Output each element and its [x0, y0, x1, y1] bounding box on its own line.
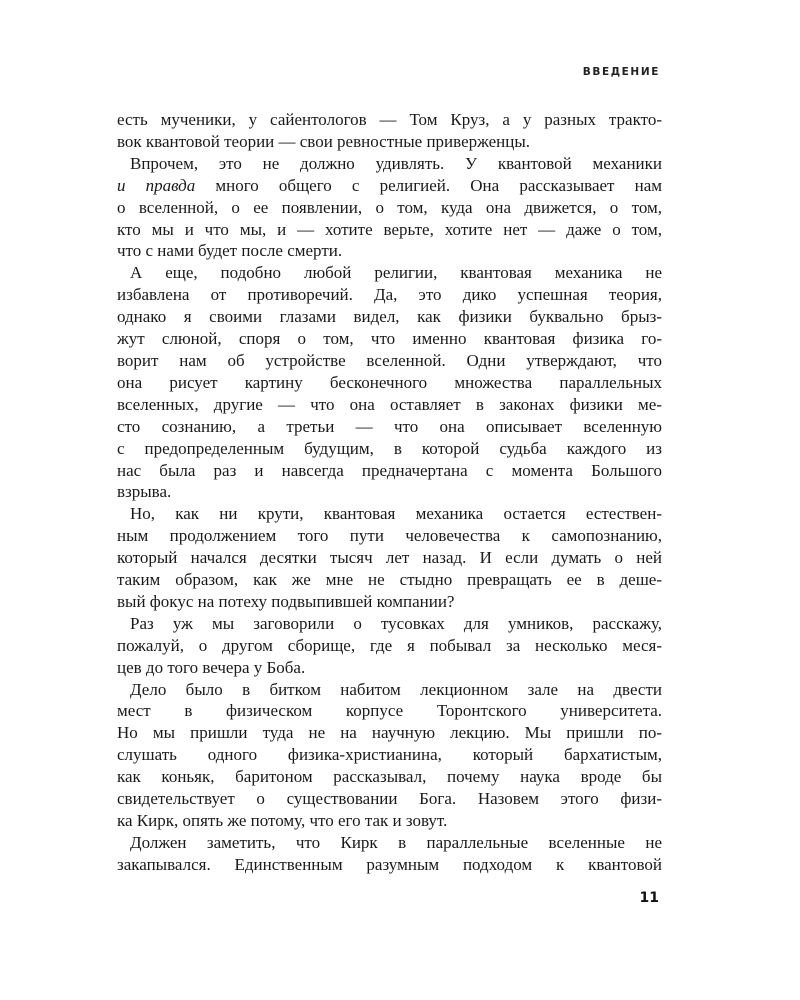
text-line: цев до того вечера у Боба.	[117, 657, 306, 677]
text-line: Должен заметить, что Кирк в параллельные вселенные не	[130, 832, 662, 852]
text-line: Раз уж мы заговорили о тусовках для умников, расскажу,	[130, 613, 662, 633]
text-fragment: много общего с религией. Она рассказывает нам	[195, 175, 662, 195]
text-line: вок квантовой теории — свои ревностные приверженцы.	[117, 131, 531, 151]
text-line	[117, 175, 662, 197]
text-line: пожалуй, о другом сборище, где я побывал за несколько меся-	[117, 635, 662, 655]
text-line: избавлена от противоречий. Да, это дико успешная теория,	[117, 285, 662, 305]
text-line: Но, как ни крути, квантовая механика остается естествен-	[130, 504, 662, 524]
text-line: таким образом, как же мне не стыдно превращать ее в деше-	[117, 570, 662, 590]
text-line: однако я своими глазами видел, как физики буквально брыз-	[117, 307, 662, 327]
text-line: есть мученики, у сайентологов — Том Круз, а у разных тракто-	[117, 110, 662, 129]
text-line: ным продолжением того пути человечества к самопознанию,	[117, 526, 662, 546]
text-line: закапывался. Единственным разумным подходом к квантовой	[117, 854, 662, 874]
text-line: сто сознанию, а третьи — что она описывает вселенную	[117, 416, 662, 436]
text-line: кто мы и что мы, и — хотите верьте, хотите нет — даже о том,	[117, 219, 662, 239]
text-line: о вселенной, о ее появлении, о том, куда она движется, о том,	[117, 197, 662, 217]
page-number: 11	[639, 890, 659, 906]
text-line: с предопределенным будущим, в которой судьба каждого из	[117, 438, 662, 458]
text-line: А еще, подобно любой религии, квантовая механика не	[130, 263, 662, 283]
running-head: ВВЕДЕНИЕ	[582, 66, 660, 78]
italic-phrase: и правда	[117, 175, 196, 195]
text-line: ворит нам об устройстве вселенной. Одни утверждают, что	[117, 350, 662, 370]
text-line: что с нами будет после смерти.	[117, 241, 343, 261]
text-line: Впрочем, это не должно удивлять. У квантовой механики	[130, 153, 662, 173]
text-line: как коньяк, баритоном рассказывал, почему наука вроде бы	[117, 767, 662, 787]
text-line: который начался десятки тысяч лет назад. И если думать о ней	[117, 548, 662, 568]
text-line: ка Кирк, опять же потому, что его так и зовут.	[117, 811, 448, 830]
text-line: нас была раз и навсегда предначертана с момента Большого	[117, 460, 662, 480]
text-line: свидетельствует о существовании Бога. Назовем этого физи-	[117, 789, 662, 809]
text-line: Дело было в битком набитом лекционном зале на двести	[130, 679, 662, 699]
text-line: слушать одного физика-христианина, который бархатистым,	[117, 745, 662, 765]
text-line: вый фокус на потеху подвыпившей компании?	[117, 591, 455, 611]
text-line: взрыва.	[117, 482, 172, 502]
text-line: Но мы пришли туда не на научную лекцию. Мы пришли по-	[117, 723, 662, 743]
body-text	[117, 109, 662, 876]
text-line: вселенных, другие — что она оставляет в законах физики ме-	[117, 394, 662, 414]
text-line: жут слюной, споря о том, что именно квантовая физика го-	[117, 329, 662, 349]
text-line: она рисует картину бесконечного множества параллельных	[117, 372, 662, 392]
text-line: мест в физическом корпусе Торонтского университета.	[117, 701, 662, 721]
